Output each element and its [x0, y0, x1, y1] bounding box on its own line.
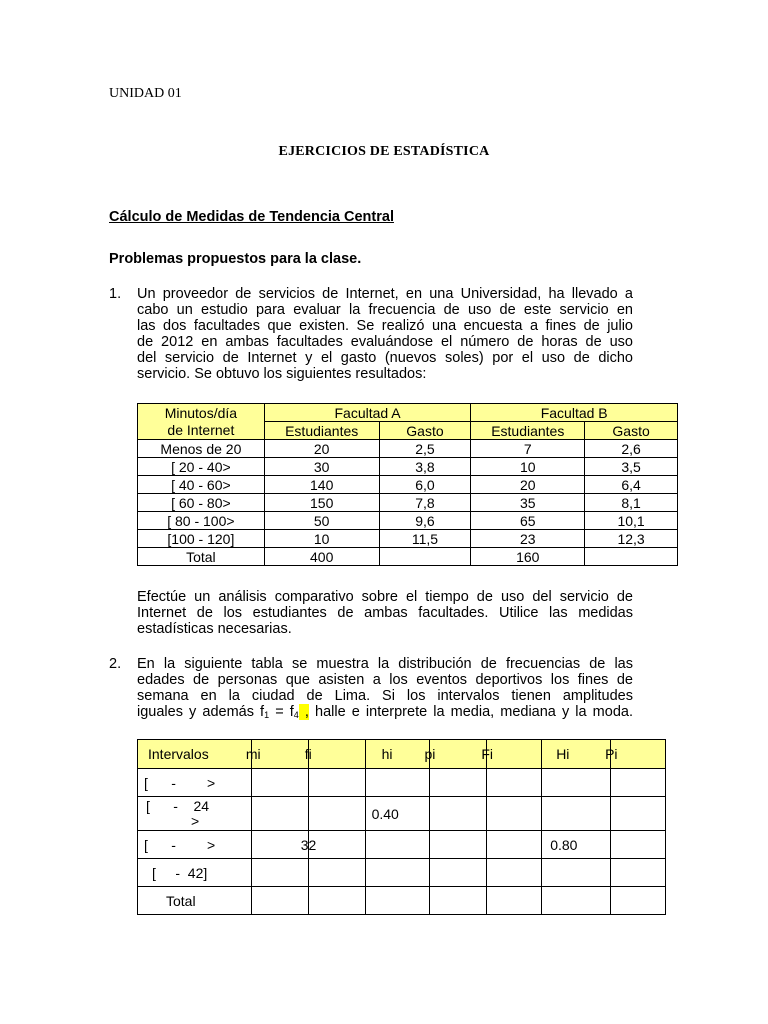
- table-cell: 50: [264, 512, 379, 530]
- table-cell: [542, 859, 611, 887]
- table-cell: [138, 797, 252, 831]
- problem-1-line: de 2012 en ambas facultades evaluándose el número de horas de uso: [137, 334, 633, 350]
- table-cell: [ 40 - 60>: [138, 476, 265, 494]
- problem-1-text: [137, 286, 633, 382]
- table-cell: [ 20 - 40>: [138, 458, 265, 476]
- header-fi: [304, 740, 365, 769]
- table-cell: [ - 42]: [138, 859, 252, 887]
- header-Pi: [605, 740, 666, 769]
- table-cell: Menos de 20: [138, 440, 265, 458]
- table-cell: 3,5: [585, 458, 678, 476]
- table-cell: 2,5: [379, 440, 471, 458]
- table-row: [138, 494, 678, 512]
- page-title: EJERCICIOS DE ESTADÍSTICA: [278, 144, 490, 159]
- instruction-line: Internet de los estudiantes de ambas facultades. Utilice las medidas: [137, 605, 633, 621]
- table-cell: 10: [471, 458, 585, 476]
- cell-line: >: [191, 812, 200, 829]
- table-cell: [251, 831, 308, 859]
- header-estudiantes-b: Estudiantes: [471, 422, 585, 440]
- table-cell: 160: [471, 548, 585, 566]
- header-hi: hi: [365, 740, 430, 769]
- header-estudiantes-a: Estudiantes: [264, 422, 379, 440]
- table-cell: [251, 887, 308, 915]
- header-facultad-b: Facultad B: [471, 404, 678, 422]
- table-cell: [ - >: [138, 769, 252, 797]
- table-cell: 140: [264, 476, 379, 494]
- table-cell: [379, 548, 471, 566]
- table-cell: [300, 831, 365, 859]
- table-cell: 20: [471, 476, 585, 494]
- table-cell: [251, 769, 308, 797]
- table-cell: [365, 831, 430, 859]
- table-cell: 150: [264, 494, 379, 512]
- table-cell: 35: [471, 494, 585, 512]
- problem-2-text: [137, 656, 633, 723]
- table-cell: 7,8: [379, 494, 471, 512]
- table-cell: [585, 548, 678, 566]
- header-gasto-b: Gasto: [585, 422, 678, 440]
- table-cell: [542, 797, 611, 831]
- table-row: [138, 476, 678, 494]
- problem-1-number: 1.: [109, 286, 122, 302]
- table-cell: [430, 797, 487, 831]
- table-cell: [308, 859, 365, 887]
- table-row: [138, 797, 666, 831]
- problem-2-last-line: [137, 704, 633, 723]
- problem-1-line: servicio. Se obtuvo los siguientes resultados:: [137, 366, 427, 382]
- table-cell: [251, 797, 308, 831]
- header-label: pi: [424, 746, 436, 762]
- header-mi: [245, 740, 308, 769]
- table-row: [138, 831, 666, 859]
- table-cell: [430, 859, 487, 887]
- header-intervalos: Intervalos: [138, 740, 252, 769]
- table-cell: [ 60 - 80>: [138, 494, 265, 512]
- table-cell: 0.40: [365, 797, 430, 831]
- table-cell: [487, 797, 542, 831]
- header-label: mi: [245, 746, 261, 762]
- table-cell: [430, 887, 487, 915]
- table-cell: [611, 797, 666, 831]
- table-cell: [487, 769, 542, 797]
- table-cell: 400: [264, 548, 379, 566]
- text-fragment: halle e interprete la media, mediana y la moda.: [308, 704, 633, 720]
- problem-2-number: 2.: [109, 656, 122, 672]
- table-cell: [542, 769, 611, 797]
- cell-line: [ - 24: [146, 797, 210, 814]
- table-cell: [611, 769, 666, 797]
- problem-2-table: [137, 739, 666, 915]
- table-cell: 0.80: [542, 831, 611, 859]
- table-cell: Total: [138, 887, 252, 915]
- problem-2-line: edades de personas que asisten a los eventos deportivos los fines de: [137, 672, 633, 688]
- table-cell: [542, 887, 611, 915]
- problem-1-line: del servicio de Internet y el gasto (nuevos soles) por el uso de dicho: [137, 350, 633, 366]
- problem-2-line: semana en la ciudad de Lima. Si los intervalos tienen amplitudes: [137, 688, 633, 704]
- instruction-line: Efectúe un análisis comparativo sobre el tiempo de uso del servicio de: [137, 589, 633, 605]
- table-cell: 30: [264, 458, 379, 476]
- highlight-mark: ,: [298, 704, 309, 720]
- header-label: Fi: [481, 746, 493, 762]
- cell-value: 32: [300, 836, 317, 853]
- table-cell: 23: [471, 530, 585, 548]
- problem-1-table: [137, 403, 678, 566]
- table-cell: [365, 887, 430, 915]
- problem-1-line: Un proveedor de servicios de Internet, en una Universidad, ha llevado a: [137, 286, 633, 302]
- problem-2-line: En la siguiente tabla se muestra la distribución de frecuencias de las: [137, 656, 633, 672]
- table-cell: [611, 887, 666, 915]
- problem-1-instructions: [137, 589, 633, 637]
- table-cell: 20: [264, 440, 379, 458]
- table-cell: [487, 859, 542, 887]
- table-row: [138, 859, 666, 887]
- table-cell: 65: [471, 512, 585, 530]
- sub-heading: Problemas propuestos para la clase.: [109, 251, 362, 267]
- table-cell: [100 - 120]: [138, 530, 265, 548]
- table-cell: [430, 831, 487, 859]
- table-cell: [ 80 - 100>: [138, 512, 265, 530]
- header-label: Pi: [605, 746, 618, 762]
- text-fragment: = f: [269, 704, 294, 720]
- table-row: [138, 548, 678, 566]
- header-Fi: [481, 740, 542, 769]
- table-cell: 6,0: [379, 476, 471, 494]
- table-header-row: [138, 740, 666, 769]
- table-cell: 8,1: [585, 494, 678, 512]
- table-cell: 3,8: [379, 458, 471, 476]
- header-gasto-a: Gasto: [379, 422, 471, 440]
- table-row: [138, 458, 678, 476]
- section-heading: Cálculo de Medidas de Tendencia Central: [109, 209, 394, 225]
- table-cell: [487, 831, 542, 859]
- table-cell: [308, 769, 365, 797]
- table-cell: 6,4: [585, 476, 678, 494]
- text-fragment: iguales y además f: [137, 704, 265, 720]
- table-row: [138, 769, 666, 797]
- table-cell: 2,6: [585, 440, 678, 458]
- header-pi: [424, 740, 487, 769]
- header-minutes-line2: de Internet: [138, 422, 265, 440]
- table-row: [138, 512, 678, 530]
- header-minutes-line1: Minutos/día: [138, 404, 265, 422]
- table-cell: [365, 769, 430, 797]
- table-cell: [ - >: [138, 831, 252, 859]
- table-row: [138, 887, 666, 915]
- table-row: [138, 440, 678, 458]
- table-cell: [430, 769, 487, 797]
- header-Hi: Hi: [542, 740, 611, 769]
- table-cell: Total: [138, 548, 265, 566]
- table-cell: 12,3: [585, 530, 678, 548]
- subscript: 4: [293, 710, 299, 720]
- unit-label: UNIDAD 01: [109, 86, 182, 101]
- instruction-line: estadísticas necesarias.: [137, 621, 292, 637]
- table-cell: [251, 859, 308, 887]
- subscript: 1: [264, 710, 270, 720]
- table-cell: 7: [471, 440, 585, 458]
- table-cell: 11,5: [379, 530, 471, 548]
- table-cell: [611, 831, 666, 859]
- header-label: fi: [304, 746, 312, 762]
- table-cell: [365, 859, 430, 887]
- problem-1-line: las dos facultades que existen. Se realizó una encuesta a fines de julio: [137, 318, 633, 334]
- table-cell: [308, 887, 365, 915]
- table-cell: [487, 887, 542, 915]
- table-cell: 10: [264, 530, 379, 548]
- table-cell: [611, 859, 666, 887]
- table-cell: [308, 797, 365, 831]
- header-facultad-a: Facultad A: [264, 404, 471, 422]
- table-cell: 10,1: [585, 512, 678, 530]
- table-cell: 9,6: [379, 512, 471, 530]
- table-row: [138, 530, 678, 548]
- problem-1-line: cabo un estudio para evaluar la frecuencia de uso de este servicio en: [137, 302, 633, 318]
